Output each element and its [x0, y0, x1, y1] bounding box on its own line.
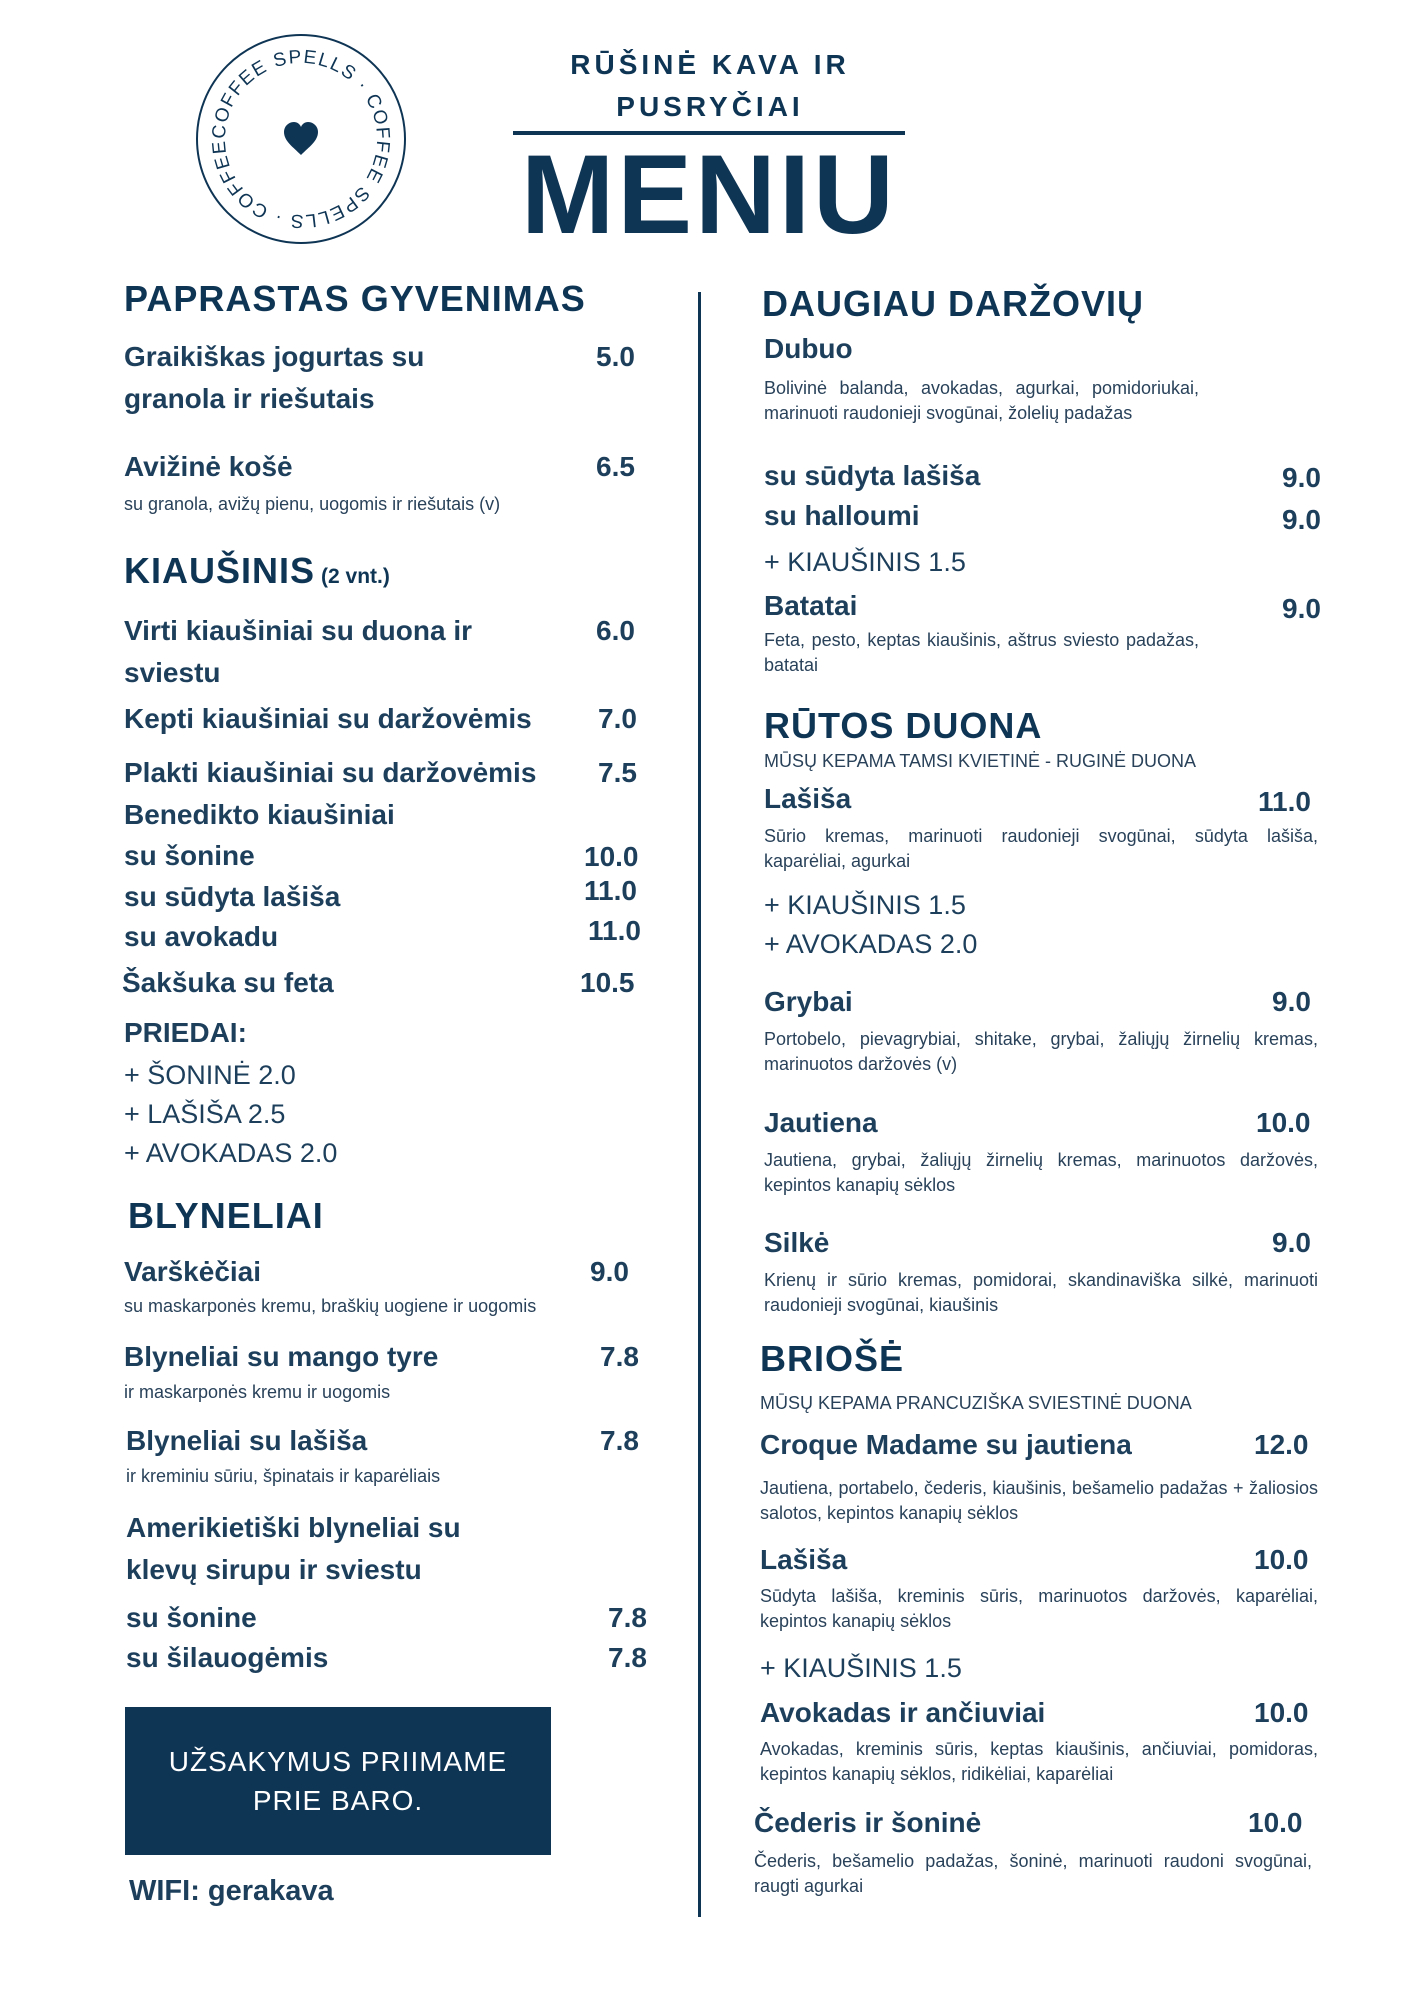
wifi-info: WIFI: gerakava [129, 1875, 334, 1907]
price-porridge: 6.5 [596, 451, 635, 482]
menu-item-fried-eggs: Kepti kiaušiniai su daržovėmis [124, 703, 532, 734]
order-text-line: UŽSAKYMUS PRIIMAME [168, 1746, 508, 1777]
section-count: (2 vnt.) [321, 565, 390, 588]
menu-item-porridge: Avižinė košė [124, 451, 293, 482]
price-bowl-halloumi: 9.0 [1282, 504, 1321, 535]
logo-ring-text: COFFEE SPELLS · COFFEE SPELLS · COFFEE [208, 46, 394, 232]
price-rye-beef: 10.0 [1256, 1107, 1311, 1138]
price-cheese-pancakes: 9.0 [590, 1256, 629, 1287]
section-title-brioche: BRIOŠĖ [760, 1338, 905, 1379]
menu-item-sweet-potato: Batatai [764, 590, 858, 621]
american-blueberry: su šilauogėmis [126, 1642, 329, 1673]
bowl-halloumi: su halloumi [764, 500, 920, 531]
menu-item-rye-salmon: Lašiša [764, 783, 852, 814]
desc-mango-pancakes: ir maskarponės kremu ir uogomis [124, 1382, 391, 1402]
brioche-note: MŪSŲ KEPAMA PRANCUZIŠKA SVIESTINĖ DUONA [760, 1393, 1192, 1413]
desc-rye-herring: Krienų ir sūrio kremas, pomidorai, skandinaviška silkė, marinuoti raudonieji svogūnai, kiaušinis [764, 1270, 1318, 1315]
rye-extra-avocado: + AVOKADAS 2.0 [764, 929, 978, 959]
menu-item-mango-pancakes: Blyneliai su mango tyre [124, 1341, 439, 1372]
order-text-line: PRIE BARO. [252, 1785, 424, 1816]
menu-item-rye-beef: Jautiena [764, 1107, 878, 1138]
menu-item-brioche-salmon: Lašiša [760, 1544, 848, 1575]
menu-item-scrambled-eggs: Plakti kiaušiniai su daržovėmis [124, 757, 537, 788]
price-shakshuka: 10.5 [580, 967, 635, 998]
desc-cheddar-bacon: Čederis, bešamelio padažas, šoninė, marinuoti raudoni svogūnai, raugti agurkai [754, 1851, 1312, 1896]
item-name-line: Virti kiaušiniai su duona ir [124, 615, 473, 646]
desc-sweet-potato: Feta, pesto, keptas kiaušinis, aštrus sviesto padažas, batatai [764, 630, 1199, 675]
desc-rye-mushrooms: Portobelo, pievagrybiai, shitake, grybai, žaliųjų žirnelių kremas, marinuotos daržovės (v) [764, 1029, 1318, 1074]
desc-croque-madame: Jautiena, portabelo, čederis, kiaušinis, bešamelio padažas + žaliosios salotos, kepintos kanapių sėklos [760, 1478, 1318, 1523]
bowl-salmon: su sūdyta lašiša [764, 460, 981, 491]
american-bacon: su šonine [126, 1602, 257, 1633]
price-avocado-anchovies: 10.0 [1254, 1697, 1309, 1728]
price-bowl-salmon: 9.0 [1282, 462, 1321, 493]
price-boiled-eggs: 6.0 [596, 615, 635, 646]
section-title-rye: RŪTOS DUONA [764, 705, 1043, 746]
section-title-veg: DAUGIAU DARŽOVIŲ [762, 283, 1144, 324]
price-benedict-salmon: 11.0 [584, 875, 637, 906]
section-title-eggs [124, 550, 390, 592]
subtitle-line-1: RŪŠINĖ KAVA IR [570, 49, 850, 80]
desc-rye-beef: Jautiena, grybai, žaliųjų žirnelių kremas, marinuotos daržovės, kepintos kanapių sėklos [764, 1150, 1318, 1195]
menu-item-rye-herring: Silkė [764, 1227, 830, 1258]
desc-bowl: Bolivinė balanda, avokadas, agurkai, pomidoriukai, marinuoti raudonieji svogūnai, žolelių padažas [764, 378, 1199, 423]
price-sweet-potato: 9.0 [1282, 593, 1321, 624]
benedict-avocado: su avokadu [124, 921, 279, 952]
price-croque-madame: 12.0 [1254, 1429, 1309, 1460]
price-salmon-pancakes: 7.8 [600, 1425, 639, 1456]
price-mango-pancakes: 7.8 [600, 1341, 639, 1372]
bowl-extra-egg: + KIAUŠINIS 1.5 [764, 547, 966, 577]
price-yogurt: 5.0 [596, 341, 635, 372]
desc-avocado-anchovies: Avokadas, kreminis sūris, keptas kiaušinis, ančiuviai, pomidoras, kepintos kanapių sėklos, ridikėliai, kaparėliai [760, 1739, 1318, 1784]
price-american-bacon: 7.8 [608, 1602, 647, 1633]
header-subtitle [500, 44, 920, 128]
column-divider [698, 292, 701, 1917]
menu-item-bowl: Dubuo [764, 333, 853, 364]
price-benedict-bacon: 10.0 [584, 841, 639, 872]
extra-avocado: + AVOKADAS 2.0 [124, 1138, 338, 1168]
subtitle-line-2: PUSRYČIAI [616, 91, 804, 122]
menu-item-croque-madame: Croque Madame su jautiena [760, 1429, 1132, 1460]
extra-salmon: + LAŠIŠA 2.5 [124, 1099, 286, 1129]
desc-cheese-pancakes: su maskarponės kremu, braškių uogiene ir uogomis [124, 1296, 537, 1316]
menu-item-salmon-pancakes: Blyneliai su lašiša [126, 1425, 368, 1456]
extras-title: PRIEDAI: [124, 1017, 247, 1048]
benedict-bacon: su šonine [124, 840, 255, 871]
menu-item-rye-mushrooms: Grybai [764, 986, 853, 1017]
menu-item-cheese-pancakes: Varškėčiai [124, 1256, 262, 1287]
brioche-extra-egg: + KIAUŠINIS 1.5 [760, 1653, 962, 1683]
desc-salmon-pancakes: ir kreminiu sūriu, špinatais ir kaparėliais [126, 1466, 441, 1486]
menu-item-shakshuka: Šakšuka su feta [122, 967, 334, 998]
page-title: MENIU [521, 132, 897, 257]
item-name-line: klevų sirupu ir sviestu [126, 1554, 422, 1585]
coffee-spells-logo [195, 33, 407, 245]
benedict-salmon: su sūdyta lašiša [124, 881, 341, 912]
price-american-blueberry: 7.8 [608, 1642, 647, 1673]
menu-item-cheddar-bacon: Čederis ir šoninė [754, 1807, 982, 1838]
price-brioche-salmon: 10.0 [1254, 1544, 1309, 1575]
price-cheddar-bacon: 10.0 [1248, 1807, 1303, 1838]
menu-item-avocado-anchovies: Avokadas ir ančiuviai [760, 1697, 1046, 1728]
item-name-line: sviestu [124, 657, 221, 688]
item-name-line: Amerikietiški blyneliai su [126, 1512, 461, 1543]
price-rye-salmon: 11.0 [1258, 786, 1311, 817]
desc-brioche-salmon: Sūdyta lašiša, kreminis sūris, marinuotos daržovės, kaparėliai, kepintos kanapių sėklos [760, 1586, 1318, 1631]
desc-porridge: su granola, avižų pienu, uogomis ir riešutais (v) [124, 494, 501, 514]
desc-rye-salmon: Sūrio kremas, marinuoti raudonieji svogūnai, sūdyta lašiša, kaparėliai, agurkai [764, 826, 1318, 871]
order-at-bar-banner [125, 1707, 551, 1855]
menu-item-yogurt [124, 336, 424, 420]
heart-icon [284, 122, 318, 155]
item-name-line: granola ir riešutais [124, 383, 375, 414]
price-scrambled-eggs: 7.5 [598, 757, 637, 788]
rye-note: MŪSŲ KEPAMA TAMSI KVIETINĖ - RUGINĖ DUONA [764, 751, 1197, 771]
menu-item-american-pancakes [126, 1507, 461, 1591]
price-rye-mushrooms: 9.0 [1272, 986, 1311, 1017]
price-fried-eggs: 7.0 [598, 703, 637, 734]
extra-bacon: + ŠONINĖ 2.0 [124, 1060, 296, 1090]
section-title-text: KIAUŠINIS [124, 550, 316, 591]
item-name-line: Graikiškas jogurtas su [124, 341, 425, 372]
section-title-pancakes: BLYNELIAI [128, 1195, 324, 1236]
price-benedict-avocado: 11.0 [588, 915, 641, 946]
section-title-simple: PAPRASTAS GYVENIMAS [124, 278, 586, 319]
price-rye-herring: 9.0 [1272, 1227, 1311, 1258]
menu-item-benedict: Benedikto kiaušiniai [124, 799, 395, 830]
menu-item-boiled-eggs [124, 610, 472, 694]
rye-extra-egg: + KIAUŠINIS 1.5 [764, 890, 966, 920]
